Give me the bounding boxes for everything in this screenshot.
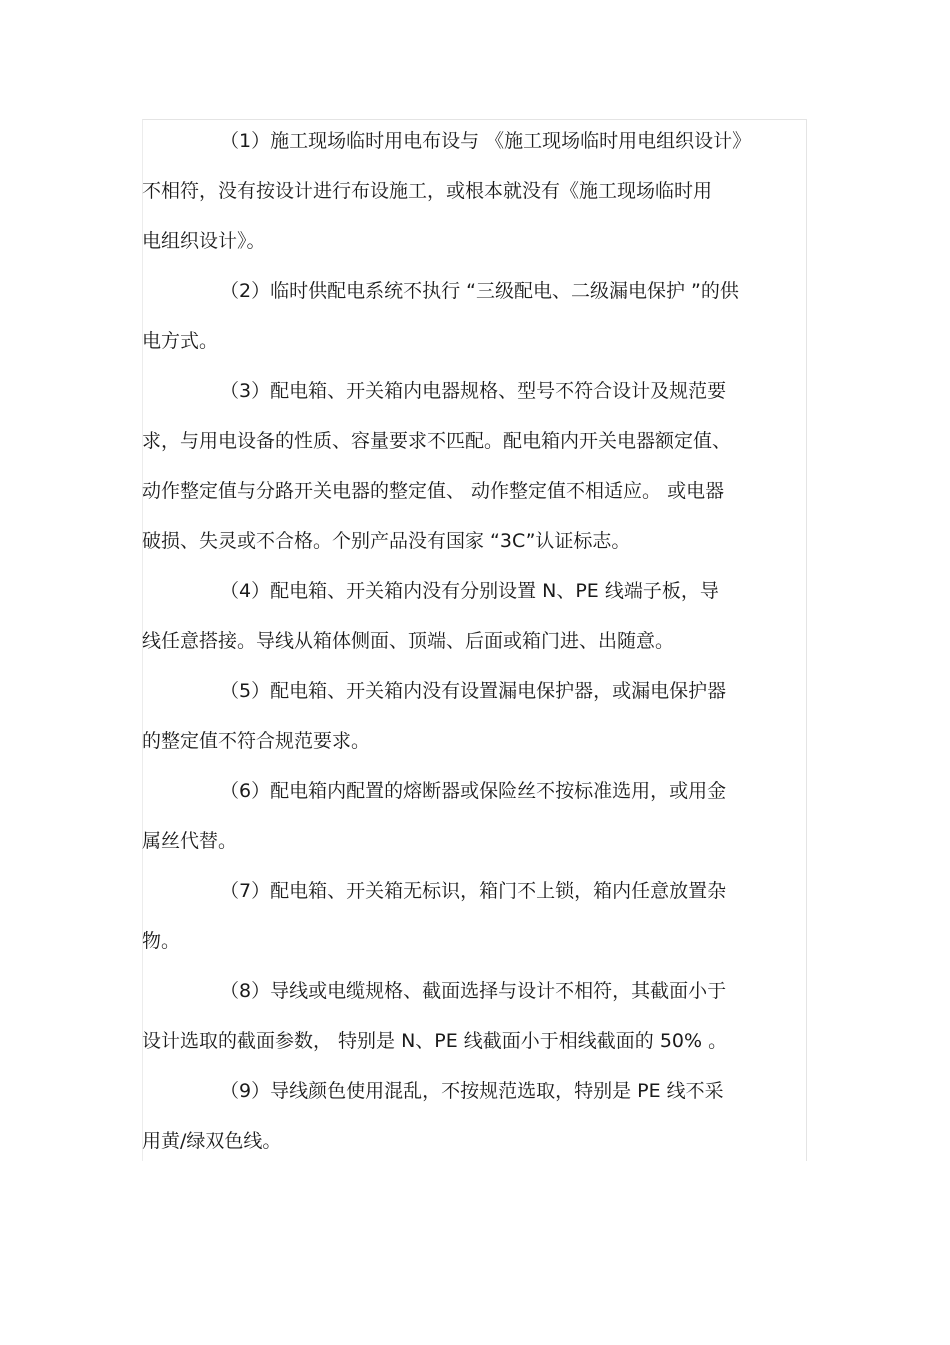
paragraph-3-line-2: 求，与用电设备的性质、容量要求不匹配。配电箱内开关电器额定值、 xyxy=(142,430,732,452)
paragraph-1-line-1: （1）施工现场临时用电布设与 《施工现场临时用电组织设计》 xyxy=(220,130,752,152)
paragraph-3-line-3: 动作整定值与分路开关电器的整定值、 动作整定值不相适应。 或电器 xyxy=(142,480,725,502)
paragraph-9-line-2: 用黄/绿双色线。 xyxy=(142,1130,282,1152)
paragraph-1-line-2: 不相符，没有按设计进行布设施工，或根本就没有《施工现场临时用 xyxy=(142,180,713,202)
paragraph-2-line-1: （2）临时供配电系统不执行 “三级配电、二级漏电保护 ”的供 xyxy=(220,280,739,302)
paragraph-4-line-2: 线任意搭接。导线从箱体侧面、顶端、后面或箱门进、出随意。 xyxy=(142,630,675,652)
paragraph-8-line-2: 设计选取的截面参数， 特别是 N、PE 线截面小于相线截面的 50% 。 xyxy=(142,1030,728,1052)
paragraph-4-line-1: （4）配电箱、开关箱内没有分别设置 N、PE 线端子板，导 xyxy=(220,580,719,602)
paragraph-3-line-1: （3）配电箱、开关箱内电器规格、型号不符合设计及规范要 xyxy=(220,380,727,402)
paragraph-8-line-1: （8）导线或电缆规格、截面选择与设计不相符，其截面小于 xyxy=(220,980,727,1002)
paragraph-5-line-2: 的整定值不符合规范要求。 xyxy=(142,730,371,752)
paragraph-5-line-1: （5）配电箱、开关箱内没有设置漏电保护器，或漏电保护器 xyxy=(220,680,727,702)
paragraph-7-line-1: （7）配电箱、开关箱无标识，箱门不上锁，箱内任意放置杂 xyxy=(220,880,727,902)
paragraph-3-line-4: 破损、失灵或不合格。个别产品没有国家 “3C”认证标志。 xyxy=(142,530,631,552)
paragraph-6-line-1: （6）配电箱内配置的熔断器或保险丝不按标准选用，或用金 xyxy=(220,780,727,802)
paragraph-6-line-2: 属丝代替。 xyxy=(142,830,238,852)
paragraph-1-line-3: 电组织设计》。 xyxy=(142,230,266,252)
paragraph-2-line-2: 电方式。 xyxy=(142,330,219,352)
paragraph-9-line-1: （9）导线颜色使用混乱，不按规范选取，特别是 PE 线不采 xyxy=(220,1080,724,1102)
paragraph-7-line-2: 物。 xyxy=(142,930,181,952)
